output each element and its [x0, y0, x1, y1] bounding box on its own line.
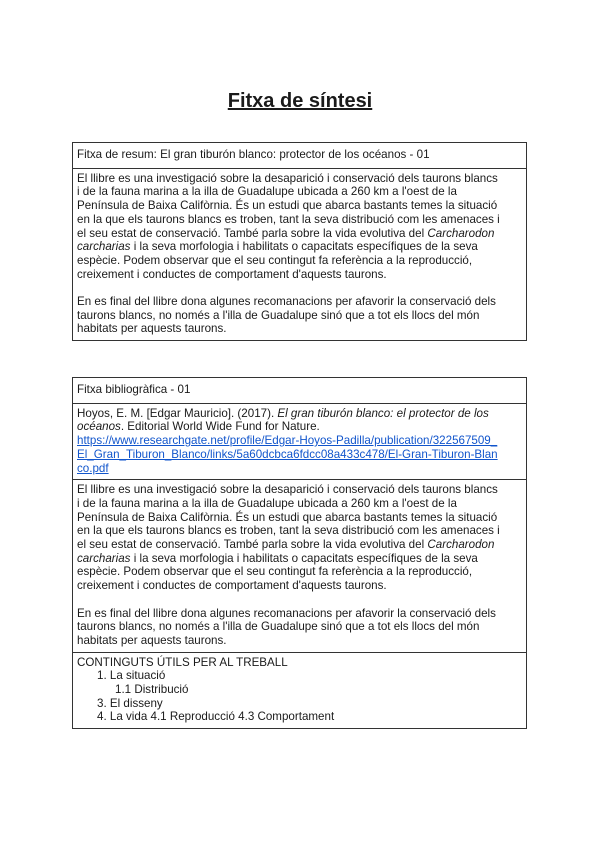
- contents-item: 4. La vida 4.1 Reproducció 4.3 Comportament: [97, 710, 335, 724]
- italic-text: océanos: [77, 420, 121, 434]
- text: habitats per aquests taurons.: [77, 322, 227, 336]
- text-line: [77, 552, 522, 566]
- citation: [73, 404, 526, 481]
- text: Hoyos, E. M. [Edgar Mauricio]. (2017).: [77, 406, 278, 420]
- text: En es final del llibre dona algunes recomanacions per afavorir la conservació dels: [77, 295, 496, 309]
- text-line: [77, 524, 522, 538]
- text-line: [77, 634, 522, 648]
- contents-item: 1.1 Distribució: [115, 683, 189, 697]
- useful-contents: [73, 653, 526, 729]
- text-line: [77, 185, 522, 199]
- text-line: [77, 322, 522, 336]
- text-line: [77, 620, 522, 634]
- text: en la que els taurons blancs es troben, tant la seva distribució com les amenaces i: [77, 524, 500, 538]
- text-line: [77, 607, 522, 621]
- text: En es final del llibre dona algunes recomanacions per afavorir la conservació dels: [77, 606, 496, 620]
- text: i de la fauna marina a la illa de Guadalupe ubicada a 260 km a l'oest de la: [77, 496, 457, 510]
- bibliography-header: Fitxa bibliogràfica - 01: [73, 378, 526, 404]
- text-line: [77, 240, 522, 254]
- summary-card: [72, 142, 527, 341]
- text-line: [77, 511, 522, 525]
- link-line[interactable]: https://www.researchgate.net/profile/Edgar-Hoyos-Padilla/publication/322567509_: [77, 434, 498, 448]
- italic-text: El gran tiburón blanco: el protector de los: [277, 406, 489, 420]
- text-line: [77, 254, 522, 268]
- text: . Editorial World Wide Fund for Nature.: [120, 420, 320, 434]
- text-line: [77, 483, 522, 497]
- text: espècie. Podem observar que el seu contingut fa referència a la reproducció,: [77, 253, 473, 267]
- summary-header: Fitxa de resum: El gran tiburón blanco: protector de los océanos - 01: [73, 143, 526, 169]
- text-line: [77, 213, 522, 227]
- text-line: [77, 420, 522, 434]
- text: i la seva morfologia i habilitats o capacitats específiques de la seva: [130, 551, 478, 565]
- contents-heading: CONTINGUTS ÚTILS PER AL TREBALL: [77, 655, 288, 669]
- page-title: Fitxa de síntesi: [227, 90, 373, 112]
- summary-body: [73, 169, 526, 340]
- text: el seu estat de conservació. També parla sobre la vida evolutiva del: [77, 538, 428, 552]
- italic-text: carcharias: [77, 551, 131, 565]
- text: el seu estat de conservació. També parla sobre la vida evolutiva del: [77, 226, 428, 240]
- text: i la seva morfologia i habilitats o capacitats específiques de la seva: [130, 240, 478, 254]
- text-line: [77, 268, 522, 282]
- text-line: [77, 172, 522, 186]
- text: Península de Baixa Califòrnia. És un estudi que abarca bastants temes la situació: [77, 199, 498, 213]
- text-line: [77, 565, 522, 579]
- text: taurons blancs, no només a l'illa de Guadalupe sinó que a tot els llocs del món: [77, 308, 480, 322]
- italic-text: carcharias: [77, 240, 131, 254]
- text-line: [77, 497, 522, 511]
- text-line: [77, 227, 522, 241]
- text: creixement i conductes de comportament d'aquests taurons.: [77, 267, 387, 281]
- link-line[interactable]: El_Gran_Tiburon_Blanco/links/5a60dcbca6fdcc08a433c478/El-Gran-Tiburon-Blan: [77, 447, 498, 461]
- contents-item: 3. El disseny: [97, 696, 163, 710]
- text-line: [77, 199, 522, 213]
- text-line: [77, 309, 522, 323]
- text: El llibre es una investigació sobre la desaparició i conservació dels taurons blancs: [77, 483, 498, 497]
- text: taurons blancs, no només a l'illa de Guadalupe sinó que a tot els llocs del món: [77, 620, 480, 634]
- text: i de la fauna marina a la illa de Guadalupe ubicada a 260 km a l'oest de la: [77, 185, 457, 199]
- text-line: [77, 407, 522, 421]
- italic-text: Carcharodon: [427, 538, 495, 552]
- text: creixement i conductes de comportament d'aquests taurons.: [77, 579, 387, 593]
- text: en la que els taurons blancs es troben, tant la seva distribució com les amenaces i: [77, 212, 500, 226]
- text-line: [77, 579, 522, 593]
- bibliography-card: [72, 377, 527, 729]
- text-line: [77, 295, 522, 309]
- text: El llibre es una investigació sobre la desaparició i conservació dels taurons blancs: [77, 171, 498, 185]
- text: habitats per aquests taurons.: [77, 633, 227, 647]
- link-line[interactable]: co.pdf: [77, 461, 109, 475]
- bibliography-summary-body: [73, 480, 526, 652]
- contents-item: 1. La situació: [97, 669, 166, 683]
- italic-text: Carcharodon: [427, 226, 495, 240]
- text: espècie. Podem observar que el seu contingut fa referència a la reproducció,: [77, 565, 473, 579]
- source-link[interactable]: [77, 434, 522, 475]
- text: Península de Baixa Califòrnia. És un estudi que abarca bastants temes la situació: [77, 510, 498, 524]
- text-line: [77, 538, 522, 552]
